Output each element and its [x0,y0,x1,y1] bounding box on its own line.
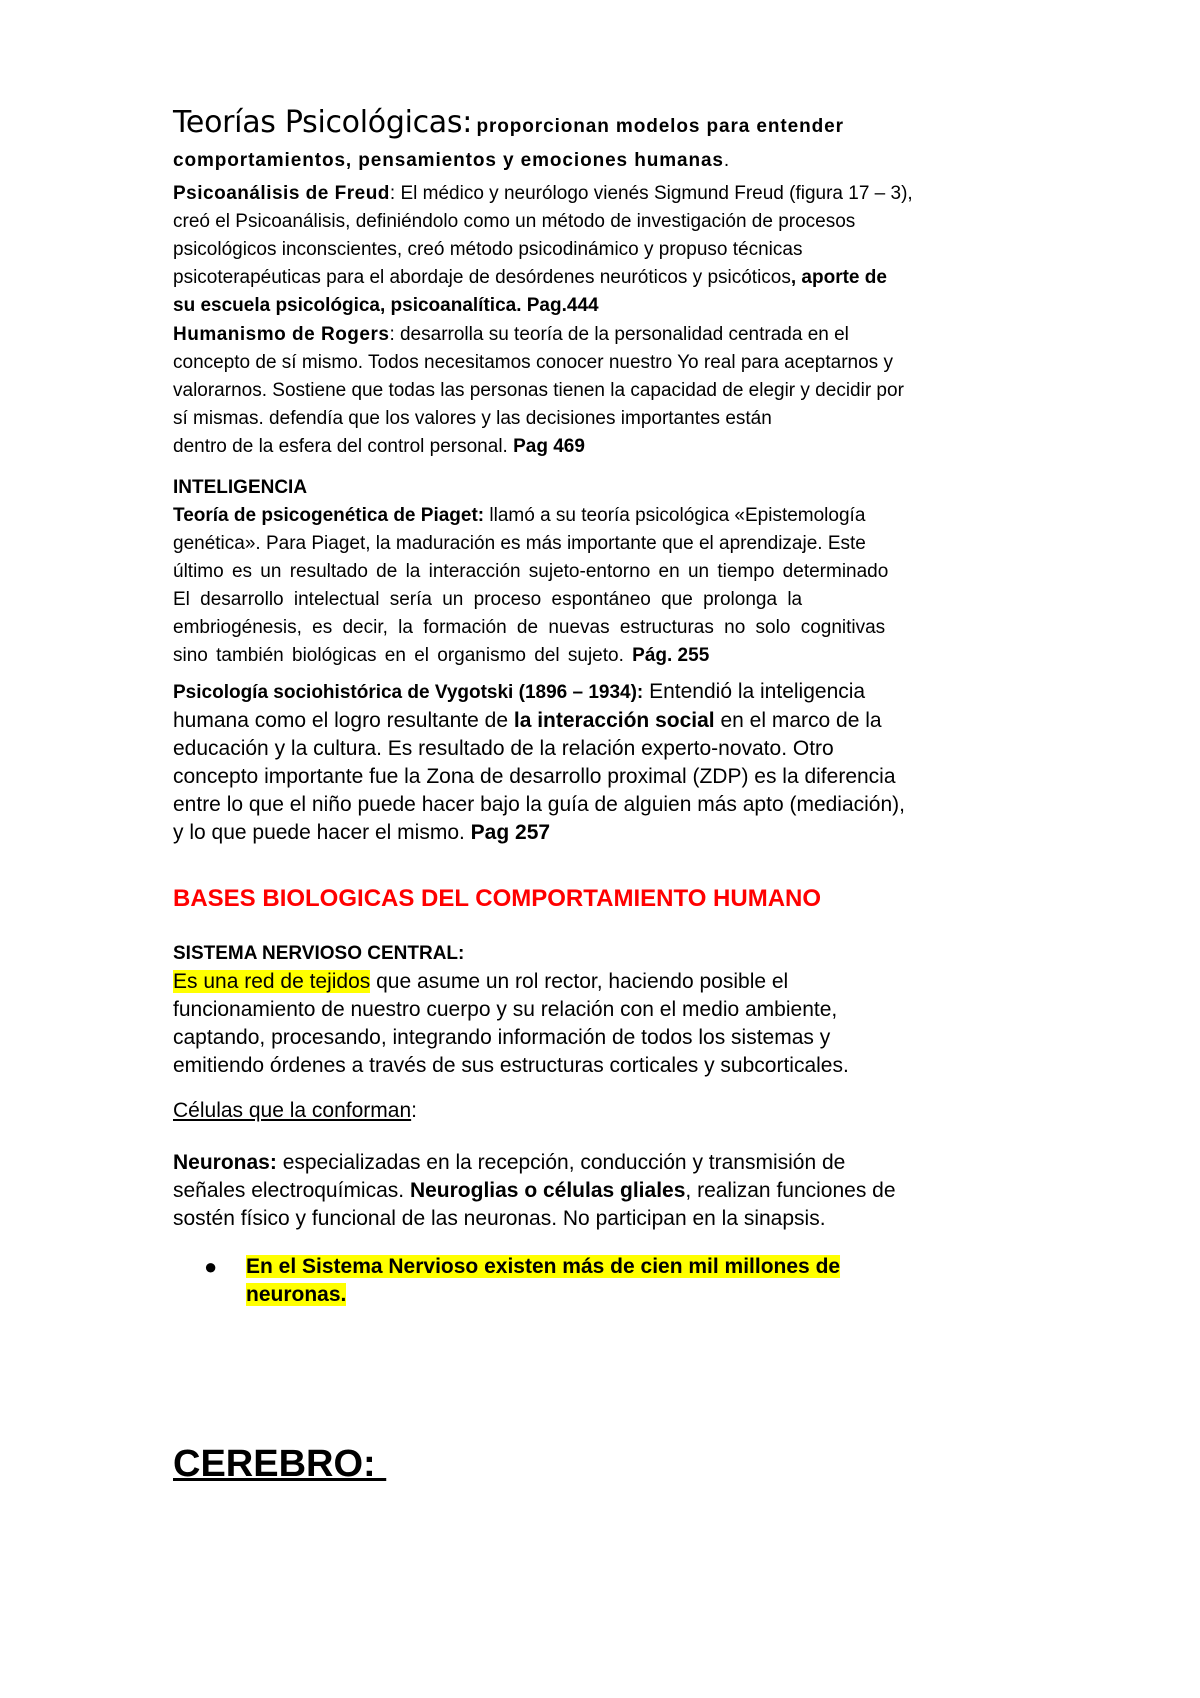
snc-heading: SISTEMA NERVIOSO CENTRAL: [173,943,465,964]
cerebro-section [173,1442,1043,1486]
rogers-line-3: valorarnos. Sostiene que todas las personas tienen la capacidad de elegir y decidir por [173,380,904,401]
vygotski-label: Psicología sociohistórica de Vygotski [173,682,514,703]
bullet-line-1: En el Sistema Nervioso existen más de cien mil millones de [246,1255,841,1278]
snc-line-1: que asume un rol rector, haciendo posible el [370,970,789,993]
rogers-label: Humanismo de Rogers [173,324,390,345]
freud-line-4a: psicoterapéuticas para el abordaje de desórdenes neuróticos y psicóticos [173,267,791,288]
title-subtitle-part-a: proporcionan modelos para entender [476,116,844,137]
vygotski-line-1: Entendió la inteligencia [643,680,866,703]
rogers-line-1: : desarrolla su teoría de la personalidad centrada en el [389,324,849,345]
vygotski-line-6a: y lo que puede hacer el mismo. [173,821,471,844]
freud-line-3: psicológicos inconscientes, creó método psicodinámico y propuso técnicas [173,239,803,260]
rogers-line-5a: dentro de la esfera del control personal. [173,436,514,457]
bases-section [173,884,1043,914]
inteligencia-section [173,474,1043,670]
piaget-line-6b: Pág. 255 [632,645,710,666]
vygotski-line-3: educación y la cultura. Es resultado de la relación experto-novato. Otro [173,737,834,760]
cerebro-heading: CEREBRO: [173,1443,387,1485]
freud-paragraph [173,180,1043,320]
neuroglias-label: Neuroglias o células gliales [409,1179,686,1202]
snc-line-3: captando, procesando, integrando información de todos los sistemas y [173,1026,831,1049]
neuronas-label: Neuronas: [173,1151,277,1174]
snc-line-4: emitiendo órdenes a través de sus estructuras corticales y subcorticales. [173,1054,849,1077]
rogers-line-4: sí mismas. defendía que los valores y las decisiones importantes están [173,408,772,429]
snc-line-2: funcionamiento de nuestro cuerpo y su relación con el medio ambiente, [173,998,838,1021]
celulas-line [173,1097,1043,1125]
title-subtitle-part-b: comportamientos, pensamientos y emociones humanas [173,150,724,171]
vygotski-line-6b: Pag 257 [470,821,551,844]
vygotski-line-5: entre lo que el niño puede hacer bajo la guía de alguien más apto (mediación), [173,793,905,816]
vygotski-line-2a: humana como el logro resultante de [173,709,514,732]
page-title: Teorías Psicológicas: [173,105,473,140]
inteligencia-heading: INTELIGENCIA [173,477,308,498]
title-block [173,103,1043,175]
bullet-line-2: neuronas. [246,1283,347,1306]
piaget-line-1: llamó a su teoría psicológica «Epistemología [484,505,866,526]
freud-line-5: su escuela psicológica, psicoanalítica. Pag.444 [173,295,599,316]
freud-line-4b: , aporte de [790,267,887,288]
piaget-line-6a: sino también biológicas en el organismo del sujeto. [173,645,633,666]
title-subtitle-end: . [723,150,731,171]
bullet-icon: ● [204,1254,218,1279]
rogers-line-5b: Pag 469 [513,436,585,457]
rogers-paragraph [173,321,1043,461]
vygotski-line-2b: la interacción social [513,709,715,732]
vygotski-dates: (1896 – 1934): [513,682,644,703]
vygotski-line-4: concepto importante fue la Zona de desarrollo proximal (ZDP) es la diferencia [173,765,896,788]
vygotski-paragraph [173,678,1043,847]
neuronas-line-3: sostén físico y funcional de las neuronas. No participan en la sinapsis. [173,1207,826,1230]
neuronas-line-2b: , realizan funciones de [685,1179,896,1202]
freud-line-2: creó el Psicoanálisis, definiéndolo como un método de investigación de procesos [173,211,856,232]
piaget-line-2: genética». Para Piaget, la maduración es más importante que el aprendizaje. Este [173,533,866,554]
neuronas-paragraph [173,1149,1043,1233]
snc-highlight: Es una red de tejidos [173,970,371,993]
bases-heading: BASES BIOLOGICAS DEL COMPORTAMIENTO HUMANO [173,885,822,912]
vygotski-line-2c: en el marco de la [714,709,882,732]
piaget-line-5: embriogénesis, es decir, la formación de nuevas estructuras no solo cognitivas [173,617,886,638]
piaget-line-4: El desarrollo intelectual sería un proceso espontáneo que prolonga la [173,589,803,610]
celulas-label: Células que la conforman [173,1099,412,1122]
neuronas-line-1: especializadas en la recepción, conducción y transmisión de [276,1151,846,1174]
piaget-line-3: último es un resultado de la interacción sujeto-entorno en un tiempo determinado [173,561,889,582]
snc-section [173,940,1043,1080]
piaget-label: Teoría de psicogenética de Piaget: [173,505,485,526]
freud-label: Psicoanálisis de Freud [173,183,390,204]
celulas-colon: : [411,1099,417,1122]
neuronas-line-2a: señales electroquímicas. [173,1179,410,1202]
rogers-line-2: concepto de sí mismo. Todos necesitamos conocer nuestro Yo real para aceptarnos y [173,352,893,373]
freud-line-1: : El médico y neurólogo vienés Sigmund Freud (figura 17 – 3), [389,183,913,204]
